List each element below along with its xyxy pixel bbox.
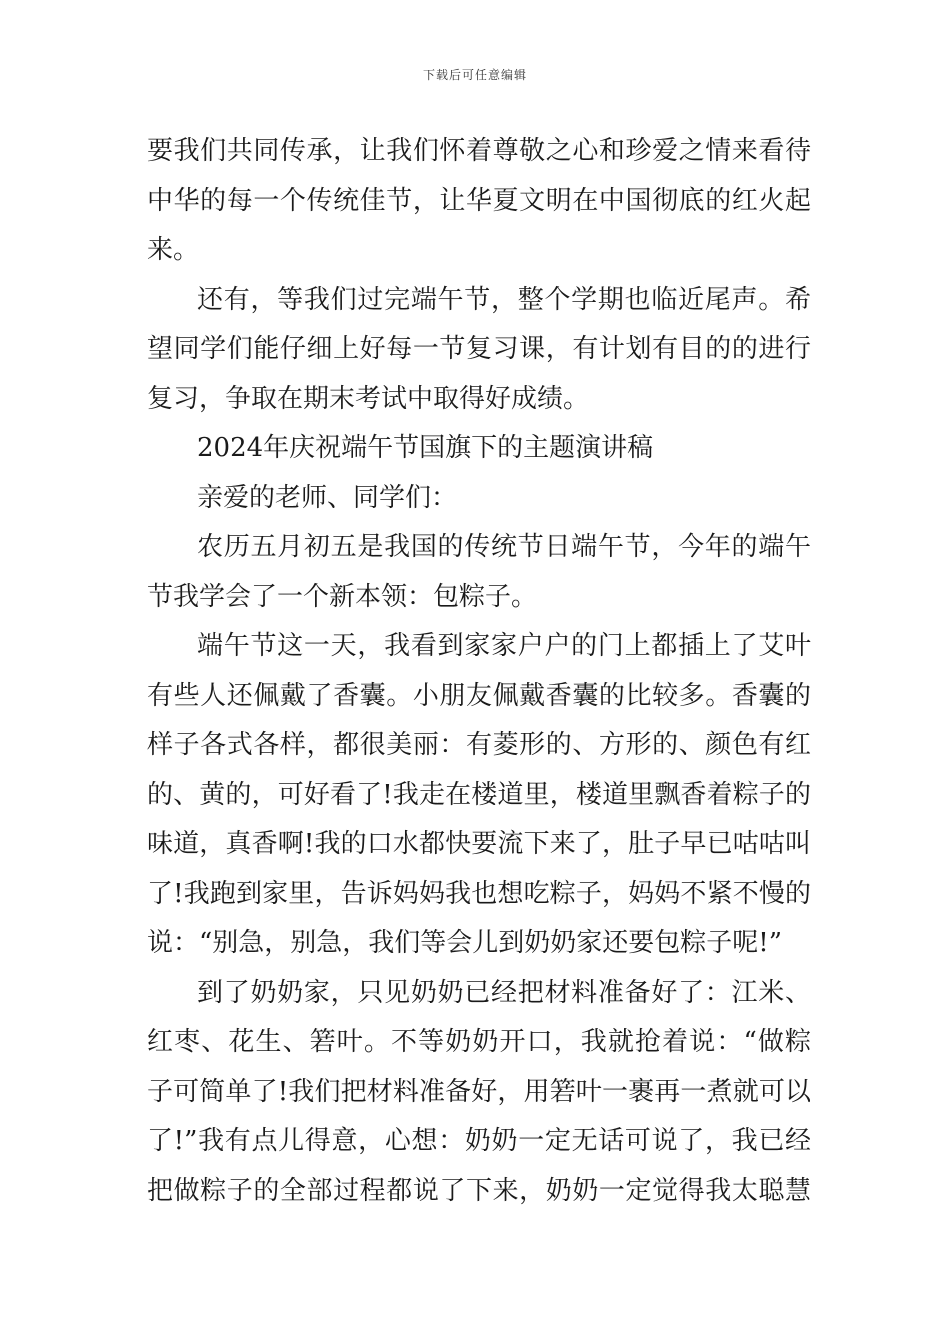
text-line: 了!”我有点儿得意，心想：奶奶一定无话可说了，我已经	[147, 1126, 811, 1156]
text-line: 红枣、花生、箬叶。不等奶奶开口，我就抢着说：“做粽	[147, 1027, 811, 1057]
text-line: 复习，争取在期末考试中取得好成绩。	[147, 383, 590, 414]
text-line: 了!我跑到家里，告诉妈妈我也想吃粽子，妈妈不紧不慢的	[147, 878, 811, 909]
text-line: 中华的每一个传统佳节，让华夏文明在中国彻底的红火起	[147, 185, 811, 216]
text-line: 农历五月初五是我国的传统节日端午节，今年的端午	[197, 532, 811, 562]
text-line: 端午节这一天，我看到家家户户的门上都插上了艾叶	[197, 631, 811, 661]
text-line: 子可简单了!我们把材料准备好，用箬叶一裹再一煮就可以	[147, 1076, 811, 1107]
text-line: 味道，真香啊!我的口水都快要流下来了，肚子早已咕咕叫	[147, 829, 811, 859]
text-line: 节我学会了一个新本领：包粽子。	[147, 581, 538, 612]
text-line: 要我们共同传承，让我们怀着尊敬之心和珍爱之情来看待	[147, 136, 811, 166]
text-line: 说：“别急，别急，我们等会儿到奶奶家还要包粽子呢!”	[147, 928, 783, 958]
speech-title: 2024年庆祝端午节国旗下的主题演讲稿	[197, 433, 654, 463]
text-line: 把做粽子的全部过程都说了下来，奶奶一定觉得我太聪慧	[147, 1175, 811, 1206]
text-line: 的、黄的，可好看了!我走在楼道里，楼道里飘香着粽子的	[147, 779, 811, 810]
header-note: 下载后可任意编辑	[422, 68, 527, 82]
document-body	[147, 127, 811, 1216]
text-line: 望同学们能仔细上好每一节复习课，有计划有目的的进行	[147, 334, 811, 364]
text-line: 有些人还佩戴了香囊。小朋友佩戴香囊的比较多。香囊的	[147, 680, 811, 711]
text-line: 来。	[147, 235, 200, 265]
salutation: 亲爱的老师、同学们：	[197, 482, 458, 513]
text-line: 还有，等我们过完端午节，整个学期也临近尾声。希	[197, 284, 811, 315]
text-line: 到了奶奶家，只见奶奶已经把材料准备好了：江米、	[197, 977, 811, 1008]
text-line: 样子各式各样，都很美丽：有菱形的、方形的、颜色有红	[147, 730, 811, 760]
